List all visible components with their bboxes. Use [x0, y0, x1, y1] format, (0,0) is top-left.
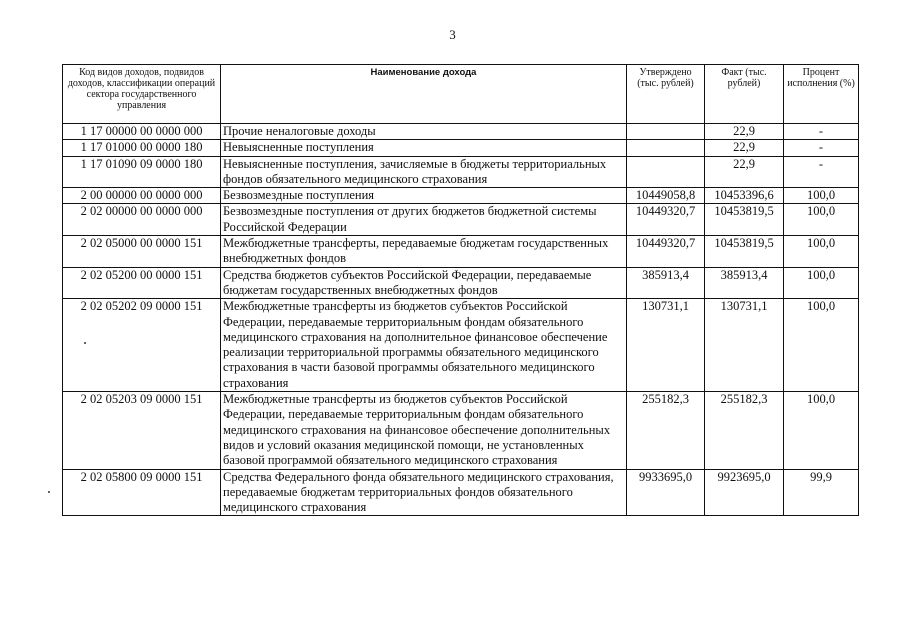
row-name: Средства Федерального фонда обязательного медицинского страхования, передаваемые бюджетам территориальных фондов обязательного медицинского страхования — [221, 469, 627, 516]
row-name: Средства бюджетов субъектов Российской Федерации, передаваемые бюджетам государственных внебюджетных фондов — [221, 267, 627, 299]
row-fact: 10453819,5 — [705, 236, 784, 268]
table-row — [63, 267, 859, 299]
table-row — [63, 236, 859, 268]
row-fact: 9923695,0 — [705, 469, 784, 516]
row-code: 2 02 05202 09 0000 151 — [63, 299, 221, 392]
row-percent: 100,0 — [784, 204, 859, 236]
table-row — [63, 204, 859, 236]
row-fact: 130731,1 — [705, 299, 784, 392]
row-approved: 130731,1 — [627, 299, 705, 392]
row-fact: 22,9 — [705, 156, 784, 188]
row-code: 2 02 05200 00 0000 151 — [63, 267, 221, 299]
scan-speck — [48, 491, 50, 493]
row-name: Невыясненные поступления — [221, 140, 627, 156]
row-code: 1 17 00000 00 0000 000 — [63, 124, 221, 140]
row-name: Безвозмездные поступления от других бюджетов бюджетной системы Российской Федерации — [221, 204, 627, 236]
row-fact: 255182,3 — [705, 392, 784, 469]
row-fact: 10453819,5 — [705, 204, 784, 236]
table-row — [63, 140, 859, 156]
row-approved — [627, 156, 705, 188]
row-percent: 100,0 — [784, 188, 859, 204]
row-name: Безвозмездные поступления — [221, 188, 627, 204]
row-approved: 10449320,7 — [627, 204, 705, 236]
row-name: Прочие неналоговые доходы — [221, 124, 627, 140]
row-code: 2 02 00000 00 0000 000 — [63, 204, 221, 236]
row-name: Межбюджетные трансферты из бюджетов субъектов Российской Федерации, передаваемые территориальным фондам обязательного медицинского страхования на финансовое обеспечение дополнительных видов и условий оказания медицинской помощи, не установленных базовой программой обязательного медицинского страхования — [221, 392, 627, 469]
row-approved: 255182,3 — [627, 392, 705, 469]
header-code: Код видов доходов, подвидов доходов, классификации операций сектора государственного управления — [63, 65, 221, 124]
row-approved: 10449320,7 — [627, 236, 705, 268]
table-row — [63, 469, 859, 516]
row-percent: 100,0 — [784, 392, 859, 469]
row-fact: 10453396,6 — [705, 188, 784, 204]
header-fact: Факт (тыс. рублей) — [705, 65, 784, 124]
row-name: Невыясненные поступления, зачисляемые в бюджеты территориальных фондов обязательного медицинского страхования — [221, 156, 627, 188]
row-code: 1 17 01090 09 0000 180 — [63, 156, 221, 188]
header-approved: Утверждено (тыс. рублей) — [627, 65, 705, 124]
row-percent: - — [784, 124, 859, 140]
row-approved: 10449058,8 — [627, 188, 705, 204]
row-percent: 100,0 — [784, 267, 859, 299]
row-code: 2 00 00000 00 0000 000 — [63, 188, 221, 204]
row-percent: - — [784, 140, 859, 156]
row-fact: 22,9 — [705, 140, 784, 156]
table-row — [63, 299, 859, 392]
row-percent: - — [784, 156, 859, 188]
row-name: Межбюджетные трансферты из бюджетов субъектов Российской Федерации, передаваемые территориальным фондам обязательного медицинского страхования на дополнительное финансовое обеспечение реализации территориальной программы обязательного медицинского страхования в части базовой программы обязательного медицинского страхования — [221, 299, 627, 392]
row-name: Межбюджетные трансферты, передаваемые бюджетам государственных внебюджетных фондов — [221, 236, 627, 268]
row-percent: 100,0 — [784, 236, 859, 268]
row-approved — [627, 140, 705, 156]
row-code: 1 17 01000 00 0000 180 — [63, 140, 221, 156]
table-row — [63, 124, 859, 140]
table-row — [63, 156, 859, 188]
row-percent: 99,9 — [784, 469, 859, 516]
table-row — [63, 188, 859, 204]
row-code: 2 02 05000 00 0000 151 — [63, 236, 221, 268]
row-approved: 385913,4 — [627, 267, 705, 299]
row-code: 2 02 05203 09 0000 151 — [63, 392, 221, 469]
page-number: 3 — [449, 27, 456, 42]
header-name: Наименование дохода — [221, 65, 627, 124]
row-fact: 385913,4 — [705, 267, 784, 299]
scan-speck — [84, 342, 86, 344]
row-approved — [627, 124, 705, 140]
row-code: 2 02 05800 09 0000 151 — [63, 469, 221, 516]
table-header-row — [63, 65, 859, 124]
table-row — [63, 392, 859, 469]
header-percent: Процент исполнения (%) — [784, 65, 859, 124]
row-percent: 100,0 — [784, 299, 859, 392]
row-fact: 22,9 — [705, 124, 784, 140]
row-approved: 9933695,0 — [627, 469, 705, 516]
revenue-table — [62, 64, 859, 516]
